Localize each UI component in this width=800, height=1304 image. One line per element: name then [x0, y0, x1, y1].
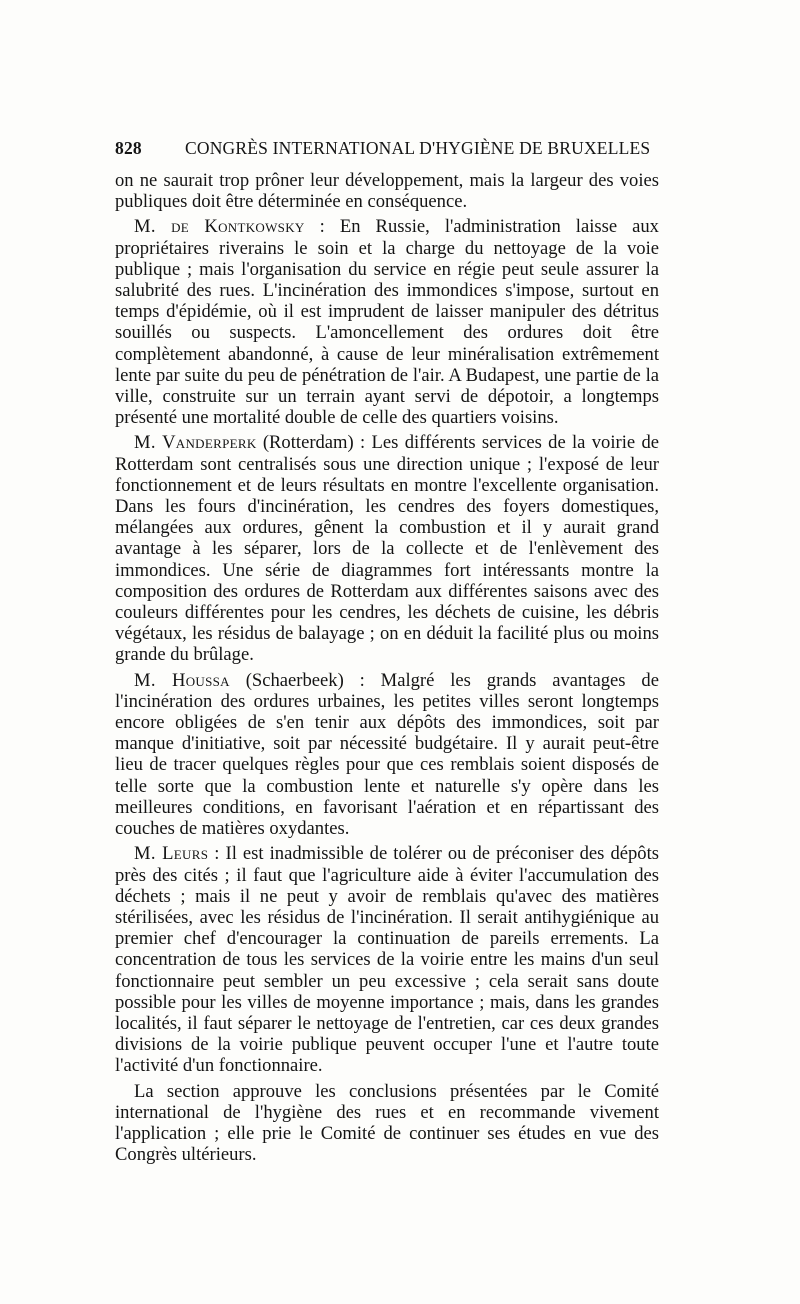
running-header	[115, 138, 651, 159]
paragraph-kontkowsky	[115, 216, 659, 428]
page-number: 828	[115, 138, 142, 158]
speaker-name: M. de Kontkowsky	[134, 216, 305, 238]
running-title: CONGRÈS INTERNATIONAL D'HYGIÈNE DE BRUXELLES	[185, 138, 651, 158]
paragraph-houssa	[115, 670, 659, 840]
paragraph-text: (Rotterdam) : Les différents services de la voirie de Rotterdam sont centralisés sous une direction unique ; l'exposé de leur fonctionnement et de leurs résultats en montre l'excellente organisation. Dans les fours d'incinération, les cendres des foyers domestiques, mélangées aux ordures, gênent la combustion et il y aurait grand avantage à les séparer, lors de la collecte et de l'enlèvement des immondices. Une série de diagrammes fort intéressants montre la composition des ordures de Rotterdam aux différentes saisons avec des couleurs différentes pour les cendres, les déchets de cuisine, les débris végétaux, les résidus de balayage ; on en déduit la facilité plus ou moins grande du brûlage.	[115, 432, 660, 666]
paragraph-text: La section approuve les conclusions présentées par le Comité international de l'hygiène des rues et en recommande vivement l'application ; elle prie le Comité de continuer ses études en vue des Congrès ultérieurs.	[115, 1080, 659, 1166]
paragraph-vanderperk	[115, 432, 659, 665]
body-text	[115, 170, 659, 1169]
speaker-name: M. Leurs	[134, 843, 209, 865]
speaker-name: M. Houssa	[134, 669, 230, 691]
paragraph-text: on ne saurait trop prôner leur développement, mais la largeur des voies publiques doit être déterminée en conséquence.	[115, 170, 659, 213]
paragraph-text: : Il est inadmissible de tolérer ou de préconiser des dépôts près des cités ; il faut que l'agriculture aide à éviter l'accumulation des déchets ; mais il ne peut y avoir de remblais qu'avec des matières stérilisées, avec les résidus de l'incinération. Il serait antihygiénique au premier chef d'encourager la continuation de pareils errements. La concentration de tous les services de la voirie entre les mains d'un seul fonctionnaire peut sembler un peu excessive ; cela serait sans doute possible pour les villes de moyenne importance ; mais, dans les grandes localités, il faut séparer le nettoyage de l'entretien, car ces deux grandes divisions de la voirie publique peuvent occuper l'une et l'autre toute l'activité d'un fonctionnaire.	[115, 843, 659, 1077]
speaker-name: M. Vanderperk	[134, 432, 257, 454]
paragraph-leurs	[115, 843, 659, 1076]
paragraph-text: (Schaerbeek) : Malgré les grands avantages de l'incinération des ordures urbaines, les petites villes seront longtemps encore obligées de s'en tenir aux dépôts des immondices, soit par manque d'initiative, soit par nécessité budgétaire. Il y aurait peut-être lieu de tracer quelques règles pour que ces remblais soient disposés de telle sorte que la combustion lente et naturelle s'y opère dans les meilleures conditions, en favorisant l'aération et en répartissant des couches de matières oxydantes.	[115, 669, 659, 840]
paragraph-continuation	[115, 170, 659, 212]
paragraph-conclusion	[115, 1081, 659, 1166]
paragraph-text: : En Russie, l'administration laisse aux propriétaires riverains le soin et la charge du nettoyage de la voie publique ; mais l'organisation du service en régie peut seule assurer la salubrité des rues. L'incinération des immondices s'impose, surtout en temps d'épidémie, où il est imprudent de laisser manipuler des détritus souillés ou suspects. L'amoncellement des ordures doit être complètement abandonné, à cause de leur minéralisation extrêmement lente par suite du peu de pénétration de l'air. A Budapest, une partie de la ville, construite sur un terrain ayant servi de dépotoir, a longtemps présenté une mortalité double de celle des quartiers voisins.	[115, 216, 659, 429]
